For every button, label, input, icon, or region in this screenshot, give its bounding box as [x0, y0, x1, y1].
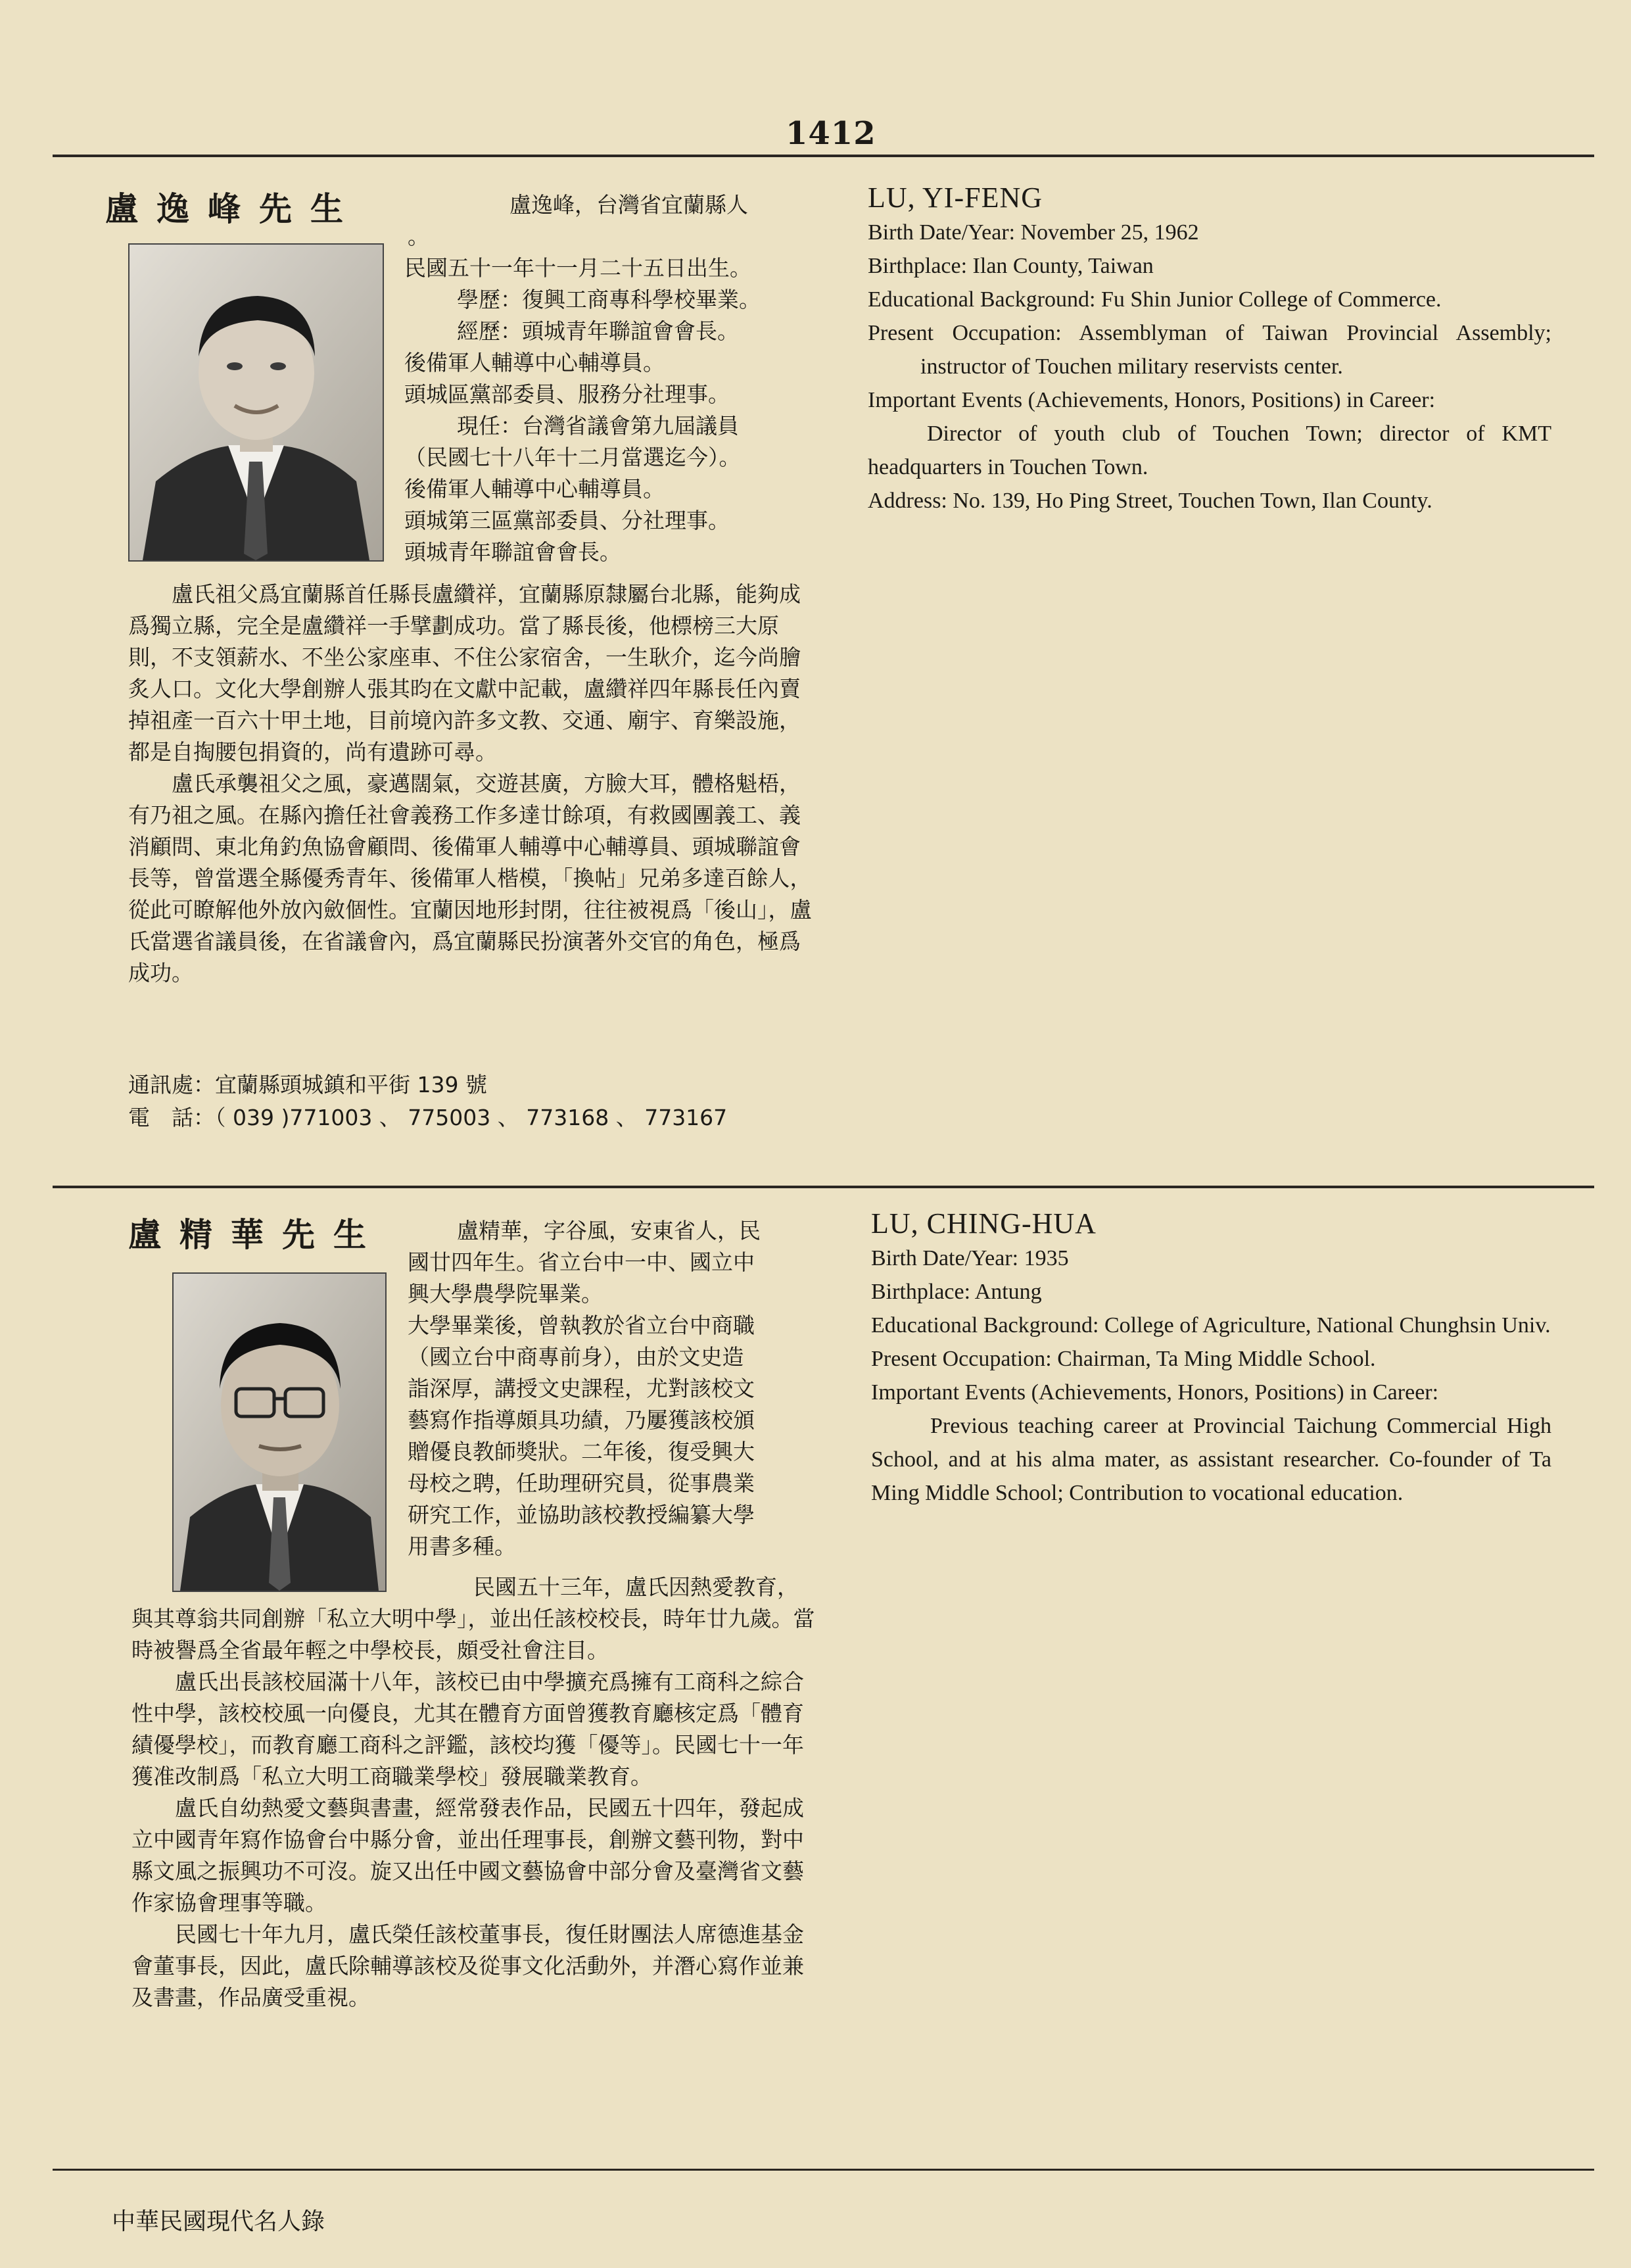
- entry-2-en-line: Birth Date/Year: 1935: [871, 1246, 1069, 1270]
- entry-1-cn-line: 經歷：頭城青年聯誼會會長。: [457, 318, 739, 344]
- entry-2-cn-paragraph: 民國七十年九月，盧氏榮任該校董事長，復任財團法人席德進基金會董事長，因此，盧氏除輔導該校及從事文化活動外，并潛心寫作並兼及書畫，作品廣受重視。: [131, 1921, 804, 2010]
- entry-1-cn-line: 現任：台灣省議會第九屆議員: [457, 413, 739, 439]
- entry-2-cn-line: 藝寫作指導頗具功績，乃屢獲該校頒: [408, 1407, 755, 1433]
- footer-rule: [53, 2169, 1594, 2171]
- entry-1-cn-line: 學歷：復興工商專科學校畢業。: [457, 287, 761, 312]
- entry-2-en-line: Present Occupation: Chairman, Ta Ming Middle School.: [871, 1347, 1376, 1371]
- entry-1-en-line: Important Events (Achievements, Honors, Positions) in Career:: [868, 388, 1436, 412]
- entry-2-english-block: [871, 1207, 1551, 1510]
- entry-2-chinese-name: 盧精華先生: [128, 1216, 385, 1254]
- entry-1-phone: 電 話：（ 039 )771003 、 775003 、 773168 、 773167: [128, 1105, 728, 1130]
- entry-2-cn-line: 贈優良教師獎狀。二年後，復受興大: [408, 1439, 755, 1464]
- entry-1-cn-line: 。: [408, 224, 429, 249]
- entry-2-cn-line: （國立台中商專前身），由於文史造: [408, 1344, 744, 1370]
- top-rule: [53, 155, 1594, 157]
- entry-1-en-line: Educational Background: Fu Shin Junior College of Commerce.: [868, 287, 1442, 312]
- entry-2-cn-line: 盧精華，字谷風，安東省人，民: [457, 1218, 761, 1243]
- entry-1-cn-line: 後備軍人輔導中心輔導員。: [404, 350, 665, 375]
- bleed-through-bottom: [868, 1841, 1558, 2170]
- entry-1-contact: [128, 1069, 825, 1134]
- entry-2-cn-line: 用書多種。: [408, 1533, 516, 1559]
- entry-1-cn-line: 頭城區黨部委員、服務分社理事。: [404, 381, 730, 407]
- entry-2-chinese-body: [131, 1572, 815, 2014]
- entry-2-cn-line: 大學畢業後，曾執教於省立台中商職: [408, 1313, 755, 1338]
- entry-1-cn-line: 民國五十一年十一月二十五日出生。: [404, 255, 751, 281]
- entry-1-english-block: [868, 181, 1551, 518]
- entry-1-chinese-name: 盧逸峰先生: [105, 190, 362, 228]
- entry-2-cn-line: 詣深厚，講授文史課程，尤對該校文: [408, 1376, 755, 1401]
- entry-2-chinese-summary: [408, 1215, 828, 1562]
- middle-rule: [53, 1186, 1594, 1188]
- entry-1-cn-line: 頭城第三區黨部委員、分社理事。: [404, 508, 730, 533]
- entry-2-portrait-photo: [172, 1272, 387, 1592]
- entry-1-en-line: Present Occupation: Assemblyman of Taiwan Provincial Assembly; instructor of Touchen military reservists center.: [868, 321, 1551, 379]
- entry-1-cn-line: 盧逸峰，台灣省宜蘭縣人: [509, 192, 748, 218]
- entry-2-cn-line: 母校之聘，任助理研究員，從事農業: [408, 1470, 755, 1496]
- entry-1-en-line: Director of youth club of Touchen Town; director of KMT headquarters in Touchen Town.: [868, 422, 1551, 479]
- entry-2-cn-line: 國廿四年生。省立台中一中、國立中: [408, 1249, 755, 1275]
- footer-title: 中華民國現代名人錄: [112, 2208, 325, 2235]
- entry-1-en-line: Address: No. 139, Ho Ping Street, Touchen Town, Ilan County.: [868, 489, 1432, 513]
- entry-1-cn-line: 頭城青年聯誼會會長。: [404, 539, 621, 565]
- entry-2-en-line: Previous teaching career at Provincial Taichung Commercial High School, and at his alma mater, as assistant researcher. Co-founder of Ta Ming Middle School; Contribution to vocational education.: [871, 1414, 1551, 1505]
- page-number: 1412: [786, 115, 876, 152]
- entry-1-cn-paragraph: 盧氏承襲祖父之風，豪邁闊氣，交遊甚廣，方臉大耳，體格魁梧，有乃祖之風。在縣內擔任社會義務工作多達廿餘項，有救國團義工、義消顧問、東北角釣魚協會顧問、後備軍人輔導中心輔導員、頭城聯誼會長等，曾當選全縣優秀青年、後備軍人楷模，「換帖」兄弟多達百餘人，從此可瞭解他外放內斂個性。宜蘭因地形封閉，往往被視爲「後山」，盧氏當選省議員後，在省議會內，爲宜蘭縣民扮演著外交官的角色，極爲成功。: [128, 771, 812, 986]
- entry-2-cn-paragraph: 盧氏出長該校屆滿十八年，該校已由中學擴充爲擁有工商科之綜合性中學，該校校風一向優良，尤其在體育方面曾獲教育廳核定爲「體育績優學校」，而教育廳工商科之評鑑，該校均獲「優等」。民國七十一年獲准改制爲「私立大明工商職業學校」發展職業教育。: [131, 1669, 804, 1789]
- entry-1-cn-line: 後備軍人輔導中心輔導員。: [404, 476, 665, 502]
- entry-2-cn-line: 興大學農學院畢業。: [408, 1281, 603, 1307]
- entry-1-english-name: LU, YI-FENG: [868, 181, 1043, 214]
- entry-1-cn-line: （民國七十八年十二月當選迄今）。: [404, 445, 741, 470]
- entry-1-en-line: Birth Date/Year: November 25, 1962: [868, 220, 1199, 245]
- entry-1-portrait-photo: [128, 243, 384, 562]
- entry-2-en-line: Educational Background: College of Agriculture, National Chunghsin Univ.: [871, 1313, 1551, 1338]
- entry-2-cn-line: 研究工作，並協助該校教授編纂大學: [408, 1502, 755, 1528]
- entry-2-cn-paragraph: 盧氏自幼熱愛文藝與書畫，經常發表作品，民國五十四年，發起成立中國青年寫作協會台中縣分會，並出任理事長，創辦文藝刊物，對中縣文風之振興功不可沒。旋又出任中國文藝協會中部分會及臺灣省文藝作家協會理事等職。: [131, 1795, 804, 1916]
- entry-1-address: 通訊處：宜蘭縣頭城鎮和平街 139 號: [128, 1072, 487, 1098]
- entry-2-en-line: Important Events (Achievements, Honors, Positions) in Career:: [871, 1380, 1439, 1405]
- entry-1-chinese-body: [128, 579, 812, 989]
- entry-1-en-line: Birthplace: Ilan County, Taiwan: [868, 254, 1154, 278]
- entry-2-en-line: Birthplace: Antung: [871, 1280, 1042, 1304]
- entry-1-cn-paragraph: 盧氏祖父爲宜蘭縣首任縣長盧纘祥，宜蘭縣原隸屬台北縣，能夠成爲獨立縣，完全是盧纘祥一手擘劃成功。當了縣長後，他標榜三大原則，不支領薪水、不坐公家座車、不住公家宿舍，一生耿介，迄今尚膾炙人口。文化大學創辦人張其昀在文獻中記載，盧纘祥四年縣長任內賣掉祖產一百六十甲土地，目前境內許多文教、交通、廟宇、育樂設施，都是自掏腰包捐資的，尚有遺跡可尋。: [128, 581, 801, 765]
- entry-1-chinese-summary: [394, 189, 828, 568]
- entry-2-english-name: LU, CHING-HUA: [871, 1207, 1097, 1240]
- entry-2-cn-paragraph: 民國五十三年，盧氏因熱愛教育，與其尊翁共同創辦「私立大明中學」，並出任該校校長，時年廿九歲。當時被譽爲全省最年輕之中學校長，頗受社會注目。: [131, 1574, 815, 1663]
